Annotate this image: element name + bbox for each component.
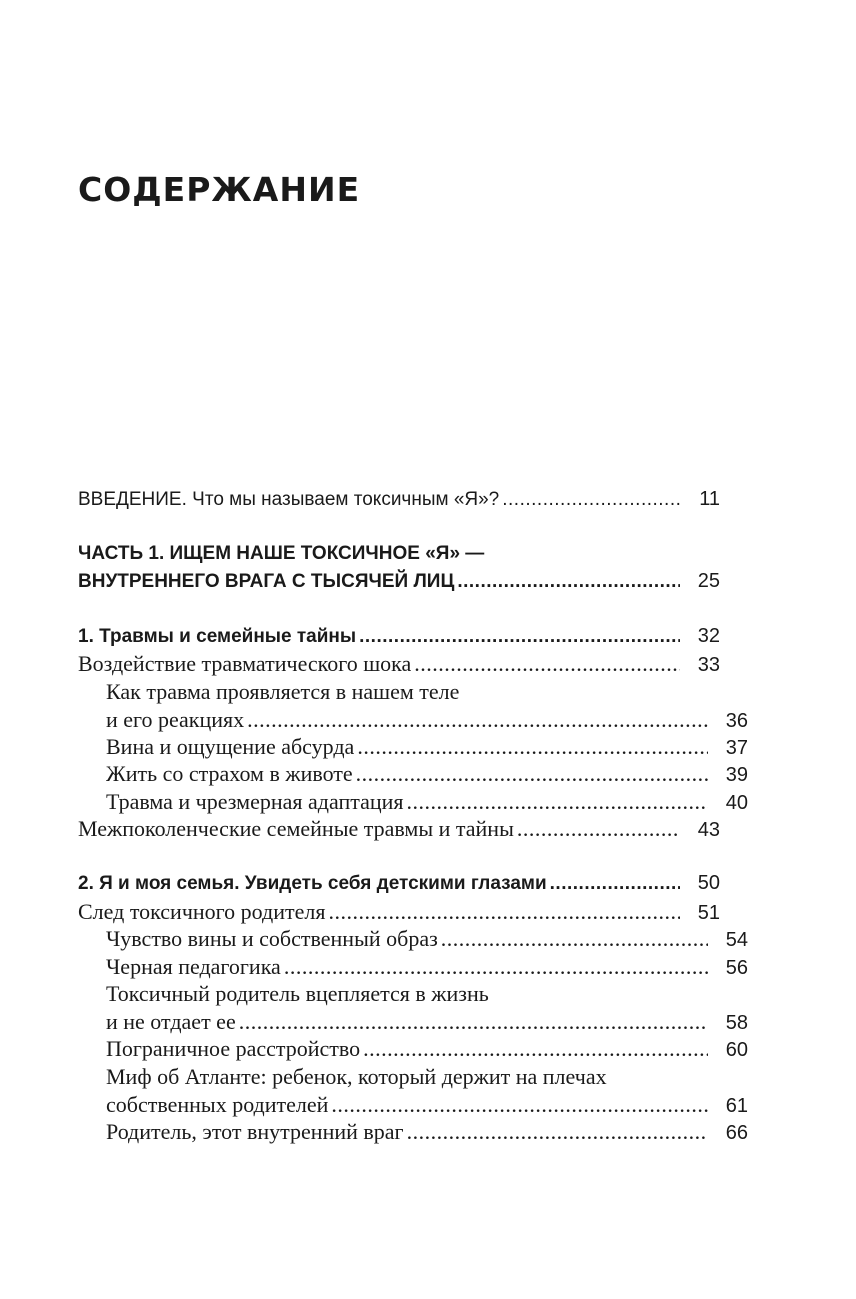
dot-leader [441,925,708,953]
toc-entry[interactable] [78,733,748,761]
toc-page-number: 54 [725,929,748,951]
toc-page-number: 36 [725,709,748,732]
toc-entry-label: Воздействие травматического шока [78,651,412,676]
toc-page-number: 51 [697,902,720,924]
toc-entry-label-line1: Токсичный родитель вцепляется в жизнь [106,981,489,1006]
dot-leader [328,898,680,926]
toc-entry-label: 1. Травмы и семейные тайны [78,626,357,647]
toc-page-number: 25 [697,569,720,592]
dot-leader [356,760,708,788]
dot-leader [284,953,708,981]
toc-entry-label: 2. Я и моя семья. Увидеть себя детскими глазами [78,873,547,894]
dot-leader [407,1118,708,1146]
toc-entry-part1[interactable] [78,540,720,595]
toc-entry[interactable] [78,1118,748,1146]
dot-leader [357,733,708,761]
toc-entry-chapter1[interactable] [78,623,720,651]
toc-page-number: 33 [697,654,720,676]
toc-entry-label: Жить со страхом в животе [106,761,353,786]
toc-entry-label: и не отдает ее [106,1008,236,1034]
toc-entry[interactable] [78,898,720,926]
toc-page-number: 56 [725,957,748,979]
toc-entry-label: Травма и чрезмерная адаптация [106,789,404,814]
toc-page-number: 39 [725,764,748,786]
toc-entry[interactable] [78,760,748,788]
dot-leader [517,815,680,843]
toc-entry-chapter2[interactable] [78,870,720,898]
dot-leader [359,623,680,651]
toc-entry[interactable] [78,678,748,733]
toc-entry[interactable] [78,650,720,678]
dot-leader [457,568,680,596]
toc-entry-label: Вина и ощущение абсурда [106,734,355,759]
toc-page-number: 58 [725,1011,748,1034]
toc-page-number: 66 [725,1122,748,1144]
toc-page-number: 32 [697,625,720,647]
toc-entry[interactable] [78,925,748,953]
toc-entry[interactable] [78,815,720,843]
toc-entry-label-line1: ЧАСТЬ 1. ИЩЕМ НАШЕ ТОКСИЧНОЕ «Я» — [78,543,485,564]
toc-entry-label: ВВЕДЕНИЕ. Что мы называем токсичным «Я»? [78,489,500,510]
toc-entry-label: ВНУТРЕННЕГО ВРАГА С ТЫСЯЧЕЙ ЛИЦ [78,570,455,592]
toc-entry[interactable] [78,980,748,1035]
dot-leader [550,870,680,898]
toc-page-number: 37 [725,737,748,759]
toc-page-number: 43 [697,819,720,841]
toc-page-number: 61 [725,1094,748,1117]
dot-leader [247,706,708,734]
toc-entry-label: Черная педагогика [106,954,281,979]
toc-page-number: 50 [697,872,720,894]
toc-entry-label: и его реакциях [106,706,245,732]
dot-leader [414,650,680,678]
toc-entry-label: Родитель, этот внутренний враг [106,1119,404,1144]
toc-entry-label: Чувство вины и собственный образ [106,926,438,951]
dot-leader [239,1008,708,1036]
dot-leader [407,788,708,816]
toc-entry-label-line1: Миф об Атланте: ребенок, который держит на плечах [106,1064,607,1089]
toc-entry-label-line1: Как травма проявляется в нашем теле [106,679,460,704]
dot-leader [502,486,680,514]
toc-entry-label: собственных родителей [106,1091,329,1117]
toc-entry-label: Межпоколенческие семейные травмы и тайны [78,816,514,841]
dot-leader [363,1035,708,1063]
toc-page-number: 60 [725,1039,748,1061]
toc-entry[interactable] [78,1035,748,1063]
toc-entry-label: Пограничное расстройство [106,1036,361,1061]
toc-page-number: 40 [725,792,748,814]
toc-entry-label: След токсичного родителя [78,899,326,924]
page-title: СОДЕРЖАНИЕ [78,170,361,209]
toc-entry[interactable] [78,953,748,981]
dot-leader [331,1091,708,1119]
toc-entry-intro[interactable] [78,486,720,514]
toc-entry[interactable] [78,788,748,816]
toc-page-number: 11 [699,488,720,510]
toc-entry[interactable] [78,1063,748,1118]
